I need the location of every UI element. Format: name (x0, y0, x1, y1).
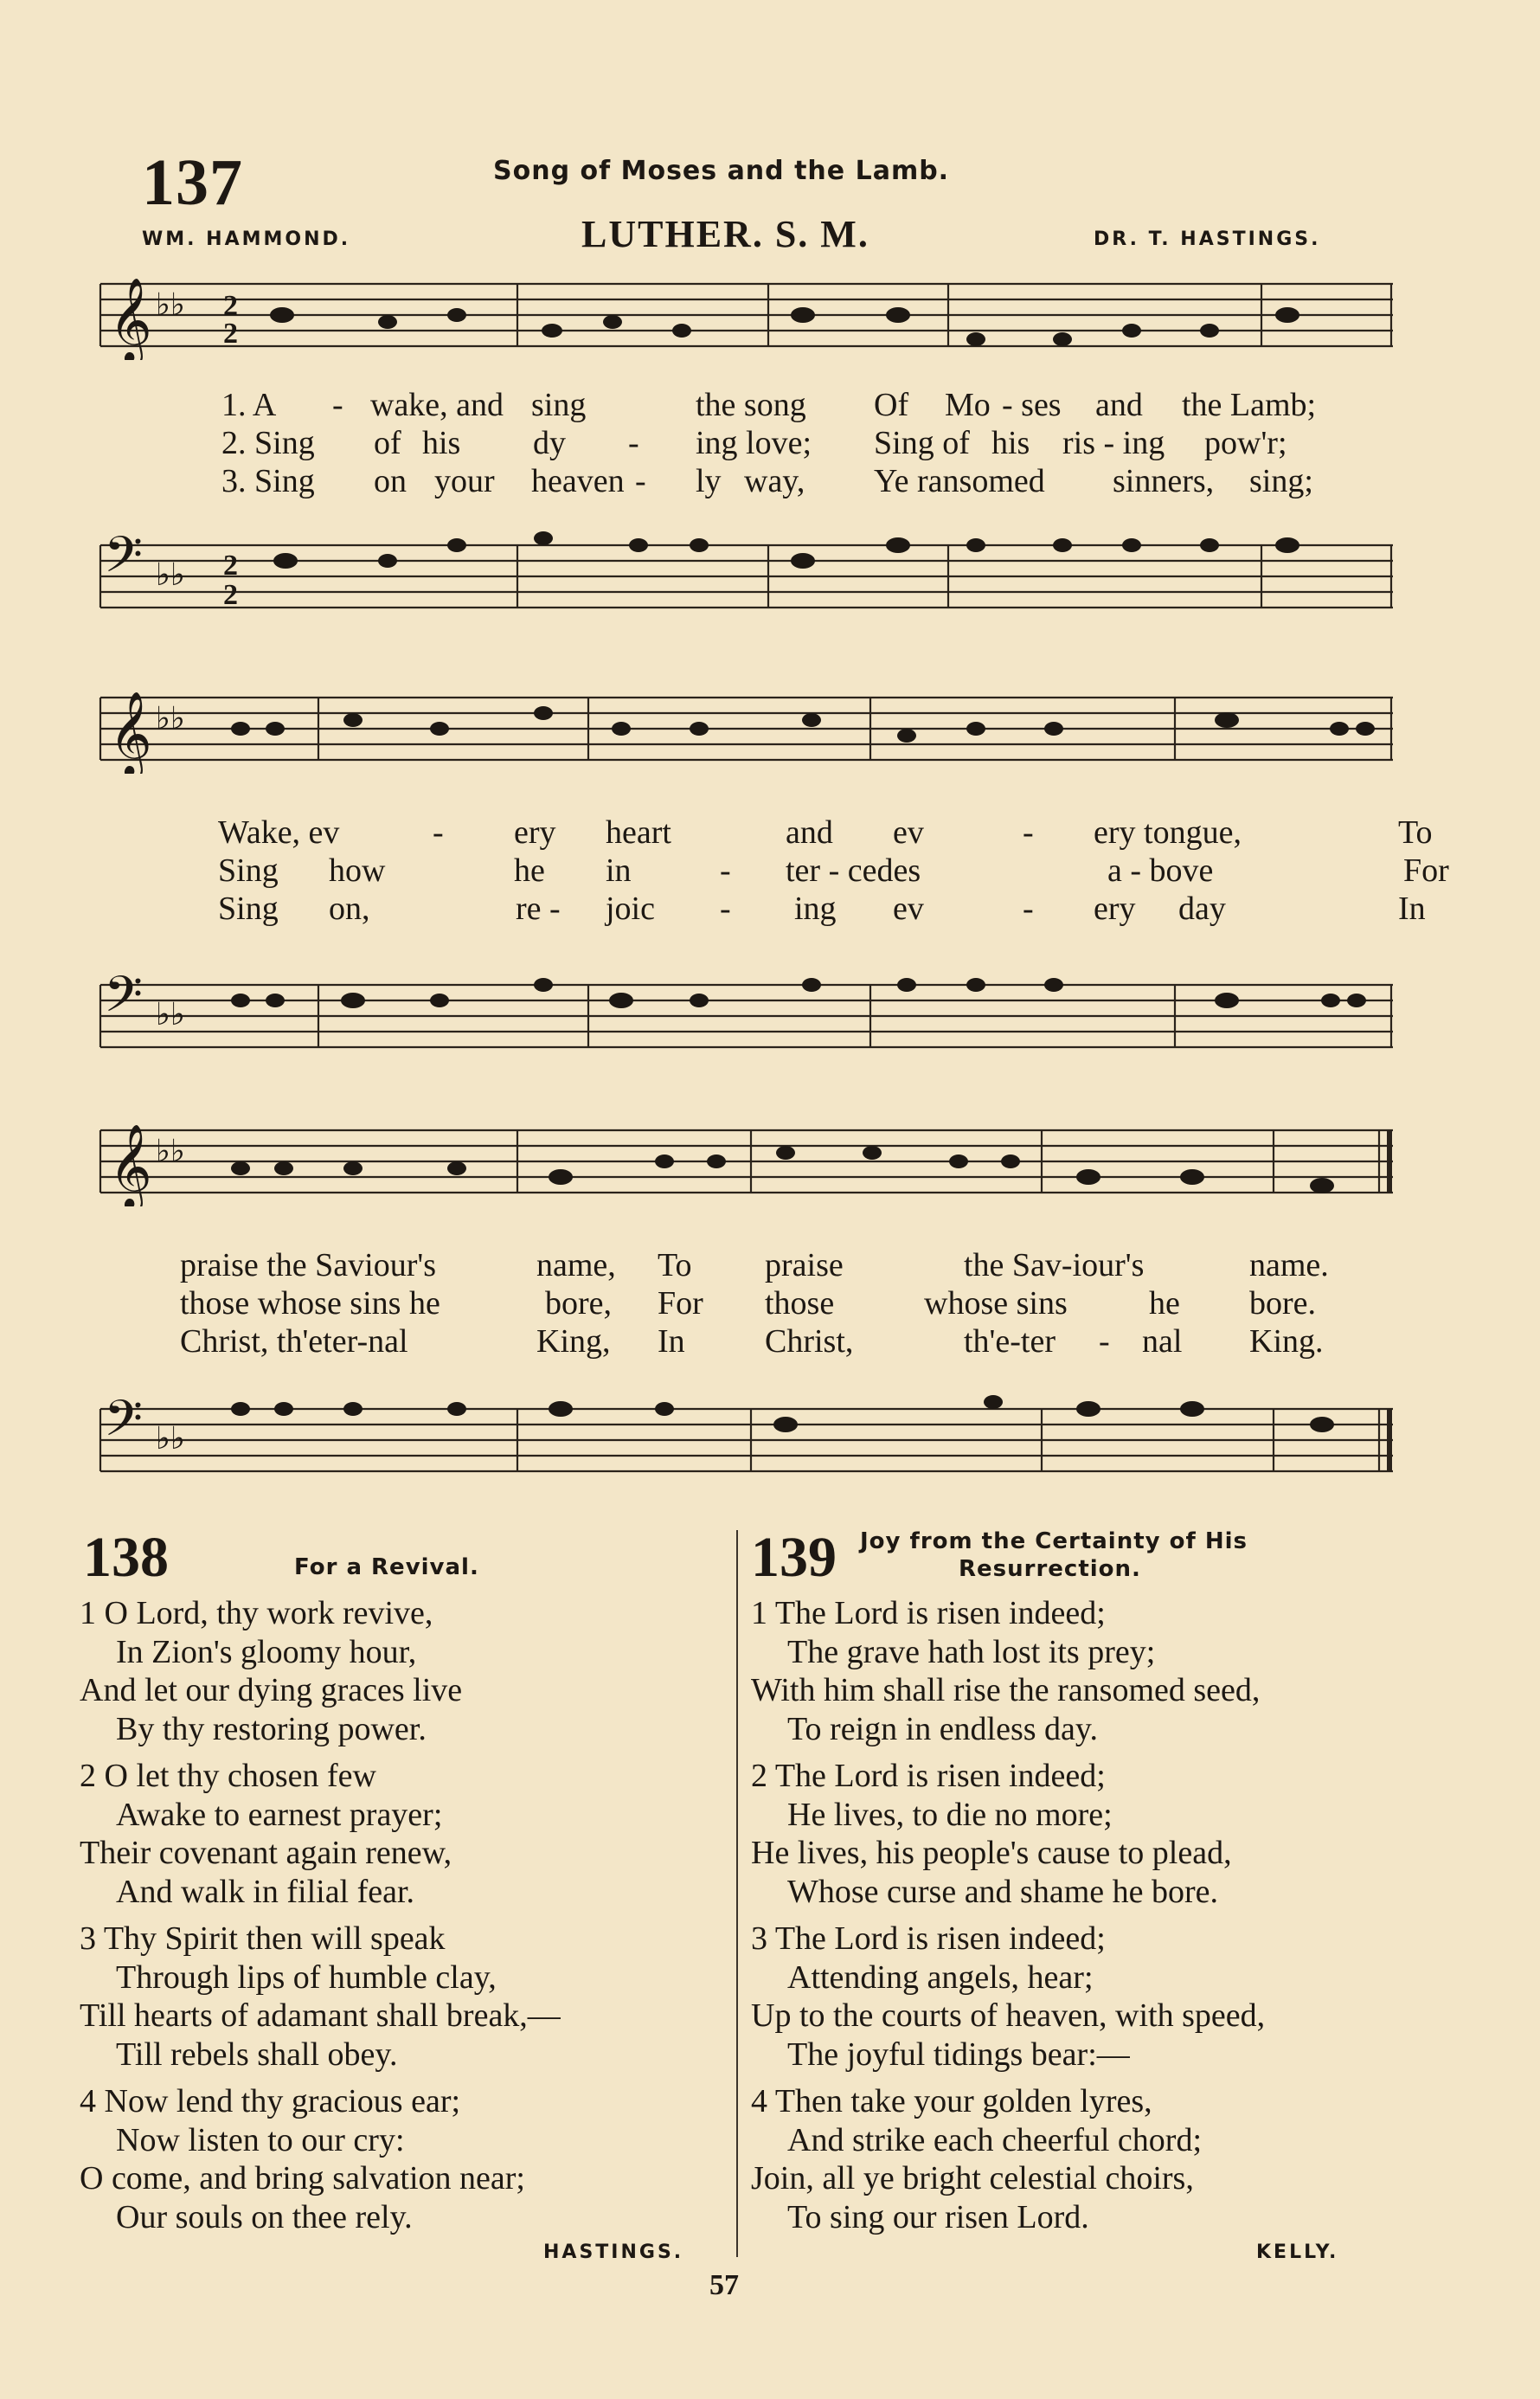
hymn-139-number: 139 (751, 1526, 837, 1589)
hymn-number: 137 (142, 146, 243, 219)
bass-staff-lines (93, 531, 1393, 621)
svg-text:2: 2 (223, 550, 238, 582)
bass-staff-lines (93, 1395, 1393, 1485)
treble-staff (93, 684, 1393, 774)
lyrics-system-1 (221, 386, 1467, 500)
lyric-line-verse-3: Christ, th'eter-nal King, In Christ, th'e-ter - nal King. (180, 1323, 1324, 1360)
verse: 1 The Lord is risen indeed; The grave hath lost its prey; With him shall rise the ransomed seed, To reign in endless day. (751, 1595, 1261, 1747)
music-credit: DR. T. HASTINGS. (1094, 228, 1321, 250)
svg-text:2: 2 (223, 290, 238, 322)
verse: 4 Then take your golden lyres, And strike each cheerful chord; Join, all ye bright celestial choirs, To sing our risen Lord. (751, 2083, 1203, 2235)
svg-text:♭♭: ♭♭ (156, 1134, 185, 1168)
hymn-138-number: 138 (83, 1526, 169, 1589)
verse: 3 The Lord is risen indeed; Attending angels, hear; Up to the courts of heaven, with speed, The joyful tidings bear:— (751, 1920, 1266, 2073)
hymn-138-verses (80, 1594, 561, 2245)
svg-text:♭♭: ♭♭ (156, 557, 185, 592)
svg-text:2: 2 (223, 579, 238, 611)
hymn-139-title-line-1: Joy from the Certainty of His (860, 1528, 1248, 1554)
page-number: 57 (709, 2269, 739, 2301)
svg-text:𝄞: 𝄞 (109, 1127, 152, 1206)
column-divider (736, 1530, 738, 2257)
lyric-line-verse-2: 2. Sing of his dy - ing love; Sing of his ris - ing pow'r; (221, 425, 1287, 461)
lyric-line-verse-1: 1. A - wake, and sing the song Of Mo - ses and the Lamb; (221, 387, 1317, 423)
svg-text:𝄞: 𝄞 (109, 694, 152, 774)
svg-text:𝄞: 𝄞 (109, 280, 152, 360)
treble-staff (93, 1116, 1393, 1206)
bass-staff-lines (93, 971, 1393, 1061)
hymn-139-author: KELLY. (1256, 2241, 1339, 2263)
bass-staff (93, 1395, 1393, 1485)
svg-text:𝄢: 𝄢 (104, 531, 144, 595)
treble-staff (93, 270, 1393, 360)
verse: 2 The Lord is risen indeed; He lives, to die no more; He lives, his people's cause to plead, Whose curse and shame he bore. (751, 1758, 1232, 1910)
svg-text:♭♭: ♭♭ (156, 997, 185, 1032)
treble-staff-lines (93, 270, 1393, 360)
music-system-1 (93, 270, 1393, 651)
svg-text:2: 2 (223, 318, 238, 350)
verse: 3 Thy Spirit then will speak Through lips of humble clay, Till hearts of adamant shall break,— Till rebels shall obey. (80, 1920, 561, 2073)
svg-text:♭♭: ♭♭ (156, 1421, 185, 1456)
lyric-line-verse-3: Sing on, re - joic - ing ev - ery day In (218, 891, 1426, 927)
hymn-subtitle: Song of Moses and the Lamb. (493, 156, 950, 186)
hymn-138-author: HASTINGS. (543, 2241, 684, 2263)
svg-text:♭♭: ♭♭ (156, 701, 185, 736)
svg-text:♭♭: ♭♭ (156, 287, 185, 322)
verse: 4 Now lend thy gracious ear; Now listen to our cry: O come, and bring salvation near; Our souls on thee rely. (80, 2083, 525, 2235)
bass-staff (93, 971, 1393, 1061)
lyric-line-verse-1: praise the Saviour's name, To praise the Sav-iour's name. (180, 1247, 1329, 1283)
music-system-2 (93, 684, 1449, 1090)
hymn-138-title: For a Revival. (294, 1554, 479, 1580)
tune-name: LUTHER. S. M. (581, 213, 869, 255)
treble-staff-lines (93, 684, 1393, 774)
lyric-line-verse-2: those whose sins he bore, For those whose sins he bore. (180, 1285, 1317, 1322)
svg-text:𝄢: 𝄢 (104, 971, 144, 1035)
verse: 1 O Lord, thy work revive, In Zion's gloomy hour, And let our dying graces live By thy restoring power. (80, 1595, 463, 1747)
lyrics-system-2 (218, 814, 1464, 928)
bass-staff (93, 531, 1393, 621)
lyric-line-verse-2: Sing how he in - ter - cedes a - bove For (218, 852, 1449, 889)
words-credit: WM. HAMMOND. (142, 228, 351, 250)
verse: 2 O let thy chosen few Awake to earnest prayer; Their covenant again renew, And walk in filial fear. (80, 1758, 452, 1910)
music-system-3 (93, 1116, 1393, 1497)
svg-text:𝄢: 𝄢 (104, 1395, 144, 1459)
treble-staff-lines (93, 1116, 1393, 1206)
hymn-139-title-line-2: Resurrection. (959, 1556, 1141, 1582)
lyric-line-verse-1: Wake, ev - ery heart and ev - ery tongue, To (218, 814, 1433, 851)
lyrics-system-3 (180, 1246, 1426, 1360)
hymn-139-verses (751, 1594, 1265, 2245)
lyric-line-verse-3: 3. Sing on your heaven - ly way, Ye ransomed sinners, sing; (221, 463, 1313, 499)
